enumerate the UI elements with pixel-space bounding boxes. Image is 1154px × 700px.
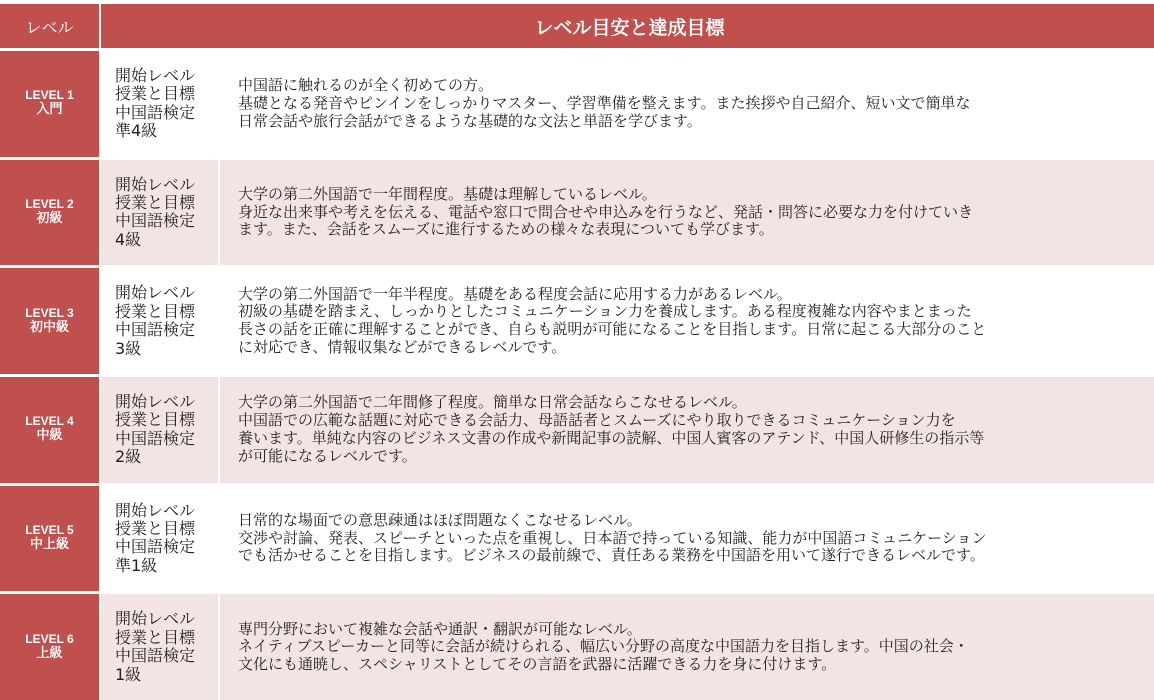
level-target-5 (101, 486, 218, 592)
level-target-6 (101, 594, 218, 700)
description-line: ます。また、会話をスムーズに進行するための様々な表現についても学びます。 (238, 220, 774, 239)
level-target-4 (101, 377, 218, 483)
target-line: 中国語検定 (115, 102, 196, 122)
description-line: 日常会話や旅行会話ができるような基礎的な文法と単語を学びます。 (238, 111, 702, 130)
description-line: 中国語に触れるのが全く初めての方。 (238, 76, 494, 95)
level-code: LEVEL 1 (25, 88, 74, 103)
description-line: 初級の基礎を踏まえ、しっかりとしたコミュニケーション力を養成します。ある程度複雑な内容やまとまった (238, 302, 972, 321)
level-badge-3 (0, 268, 99, 374)
level-description-3 (220, 268, 1154, 374)
target-line: 授業と目標 (115, 627, 196, 647)
description-line: 中国語での広範な話題に対応できる会話力、母語話者とスムーズにやり取りできるコミュニケーション力を (238, 411, 956, 430)
description-line: 大学の第二外国語で二年間修了程度。簡単な日常会話ならこなせるレベル。 (238, 393, 747, 412)
level-badge-2 (0, 160, 99, 266)
description-line: ネイティブスピーカーと同等に会話が続けられる、幅広い分野の高度な中国語力を目指します。中国の社会・ (238, 637, 969, 656)
level-description-4 (220, 377, 1154, 483)
level-name: 中上級 (29, 536, 69, 552)
description-line: 日常的な場面での意思疎通はほぼ問題なくこなせるレベル。 (238, 510, 642, 529)
description-line: が可能になるレベルです。 (238, 446, 417, 465)
level-badge-1 (0, 51, 99, 157)
level-name: 上級 (36, 645, 63, 661)
level-description-6 (220, 594, 1154, 700)
target-line: 授業と目標 (115, 519, 196, 539)
level-name: 初級 (36, 210, 63, 226)
target-line: 中国語検定 (115, 646, 196, 666)
target-line: 準4級 (115, 121, 158, 141)
level-badge-6 (0, 594, 99, 700)
description-line: でも活かせることを目指します。ビジネスの最前線で、責任ある業務を中国語を用いて遂行できるレベルです。 (238, 546, 985, 565)
description-line: 長さの話を正確に理解することができ、自らも説明が可能になることを目指します。日常に起こる大部分のこと (238, 320, 987, 339)
target-line: 開始レベル (115, 174, 196, 194)
target-line: 4級 (115, 229, 142, 249)
description-line: 大学の第二外国語で一年半程度。基礎をある程度会話に応用する力があるレベル。 (238, 284, 792, 303)
target-line: 中国語検定 (115, 320, 196, 340)
target-line: 開始レベル (115, 283, 196, 303)
target-line: 授業と目標 (115, 84, 196, 104)
description-line: 基礎となる発音やピンインをしっかりマスター、学習準備を整えます。また挨拶や自己紹介、短い文で簡単な (238, 93, 971, 112)
target-line: 1級 (115, 664, 142, 684)
target-line: 授業と目標 (115, 301, 196, 321)
target-line: 開始レベル (115, 392, 196, 412)
target-line: 中国語検定 (115, 428, 196, 448)
level-code: LEVEL 4 (25, 414, 74, 429)
target-line: 2級 (115, 447, 142, 467)
level-badge-4 (0, 377, 99, 483)
description-line: に対応でき、情報収集などができるレベルです。 (238, 337, 567, 356)
level-name: 初中級 (29, 319, 69, 335)
description-line: 交渉や討論、発表、スピーチといった点を重視し、日本語で持っている知識、能力が中国語コミュニケーション (238, 528, 987, 547)
level-target-3 (101, 268, 218, 374)
target-line: 中国語検定 (115, 537, 196, 557)
level-description-5 (220, 486, 1154, 592)
description-line: 大学の第二外国語で一年間程度。基礎は理解しているレベル。 (238, 184, 657, 203)
header-level-label: レベル (25, 17, 74, 37)
level-name: 中級 (36, 428, 63, 444)
description-line: 専門分野において複雑な会話や通訳・翻訳が可能なレベル。 (238, 619, 642, 638)
target-line: 授業と目標 (115, 410, 196, 430)
level-code: LEVEL 6 (25, 631, 74, 646)
target-line: 開始レベル (115, 609, 196, 629)
target-line: 3級 (115, 338, 142, 358)
target-line: 中国語検定 (115, 211, 196, 231)
level-code: LEVEL 5 (25, 523, 74, 538)
level-description-2 (220, 160, 1154, 266)
level-description-1 (220, 51, 1154, 157)
level-code: LEVEL 2 (25, 197, 74, 212)
description-line: 身近な出来事や考えを伝える、電話や窓口で問合せや申込みを行うなど、発話・問答に必要な力を付けていき (238, 202, 974, 221)
header-title-cell (101, 4, 1154, 48)
target-line: 開始レベル (115, 500, 196, 520)
level-name: 入門 (36, 102, 63, 118)
target-line: 授業と目標 (115, 193, 196, 213)
description-line: 文化にも通暁し、スペシャリストとしてその言語を武器に活躍できる力を身に付けます。 (238, 655, 837, 673)
target-line: 準1級 (115, 555, 158, 575)
level-badge-5 (0, 486, 99, 592)
header-title: レベル目安と達成目標 (534, 16, 725, 39)
description-line: 養います。単純な内容のビジネス文書の作成や新聞記事の読解、中国人賓客のアテンド、中国人研修生の指示等 (238, 428, 985, 447)
level-target-2 (101, 160, 218, 266)
level-target-1 (101, 51, 218, 157)
target-line: 開始レベル (115, 66, 196, 86)
header-level-cell (0, 4, 99, 48)
level-code: LEVEL 3 (25, 305, 74, 320)
